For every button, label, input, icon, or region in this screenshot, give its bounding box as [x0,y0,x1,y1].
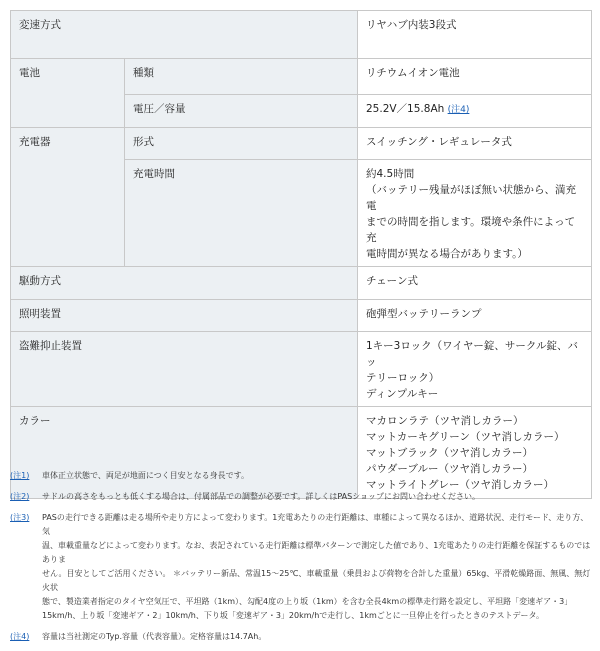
shift-value: リヤハブ内装3段式 [358,11,592,59]
note-text: 車体正立状態で、両足が地面につく目安となる身長です。 [42,471,250,480]
theft-value: 1キー3ロック（ワイヤー錠、サークル錠、バッ テリーロック） ディンプルキー [358,332,592,407]
row-charger-form [11,128,592,160]
notes-section [10,469,591,651]
note-number: (注4) [10,632,30,641]
note-number: (注1) [10,471,30,480]
theft-label: 盗難抑止装置 [11,332,358,407]
note-2 [10,490,591,504]
note-number: (注3) [10,513,30,522]
battery-type-label: 種類 [125,59,358,95]
light-value: 砲弾型バッテリーランプ [358,300,592,332]
battery-label: 電池 [11,59,125,128]
charger-time-label: 充電時間 [125,160,358,267]
row-shift [11,11,592,59]
charger-form-value: スイッチング・レギュレータ式 [358,128,592,160]
charger-label: 充電器 [11,128,125,267]
row-battery-type [11,59,592,95]
charger-time-value: 約4.5時間 （バッテリー残量がほぼ無い状態から、満充電 までの時間を指します。環境や条件によって充 電時間が異なる場合があります。） [358,160,592,267]
color-label: カラー [11,407,358,499]
row-drive [11,267,592,300]
battery-vc-label: 電圧／容量 [125,95,358,128]
shift-label: 変速方式 [11,11,358,59]
battery-vc-cell [358,95,592,128]
charger-form-label: 形式 [125,128,358,160]
spec-table [10,10,592,499]
note-text: サドルの高さをもっとも低くする場合は、付属部品での調整が必要です。詳しくはPASショップにお問い合わせください。 [42,492,481,501]
color-value: マカロンラテ（ツヤ消しカラー） マットカーキグリーン（ツヤ消しカラー） マットブラック（ツヤ消しカラー） パウダーブルー（ツヤ消しカラー） マットライトグレー（ツヤ消しカラー） [358,407,592,499]
battery-vc-value: 25.2V／15.8Ah [366,103,445,115]
note-number: (注2) [10,492,30,501]
drive-value: チェーン式 [358,267,592,300]
note-text: 容量は当社測定のTyp.容量（代表容量）。定格容量は14.7Ah。 [42,632,267,641]
note-text: PASの走行できる距離は走る場所や走り方によって変わります。1充電あたりの走行距離は、車種によって異なるほか、道路状況、走行モード、走り方、気 温、車載重量などによって変わります。なお、表記されている走行距離は標準パターンで測定した値であり、1充電あたりの走行距離を保証するものではありま せん。目安としてご活用ください。 ＊バッテリー新品、常温15〜25℃、車載重量（乗員および荷物を合計した重量）65kg、平滑乾燥路面、無風、無灯火状 態で、製造業者指定のタイヤ空気圧で、平坦路（1km）、勾配4度の上り坂（1km）を含む全長4kmの標準走行路を設定し、平坦路「変速ギア・3」 15km/h、上り坂「変速ギア・2」10km/h、下り坂「変速ギア・3」20km/hで走行し、1kmごとに一旦停止を行ったときのテストデータ。 [42,513,591,620]
note-4 [10,630,591,644]
light-label: 照明装置 [11,300,358,332]
row-light [11,300,592,332]
battery-type-value: リチウムイオン電池 [358,59,592,95]
note-3 [10,511,591,623]
row-theft [11,332,592,407]
note4-link[interactable]: (注4) [447,105,470,115]
drive-label: 駆動方式 [11,267,358,300]
note-1 [10,469,591,483]
